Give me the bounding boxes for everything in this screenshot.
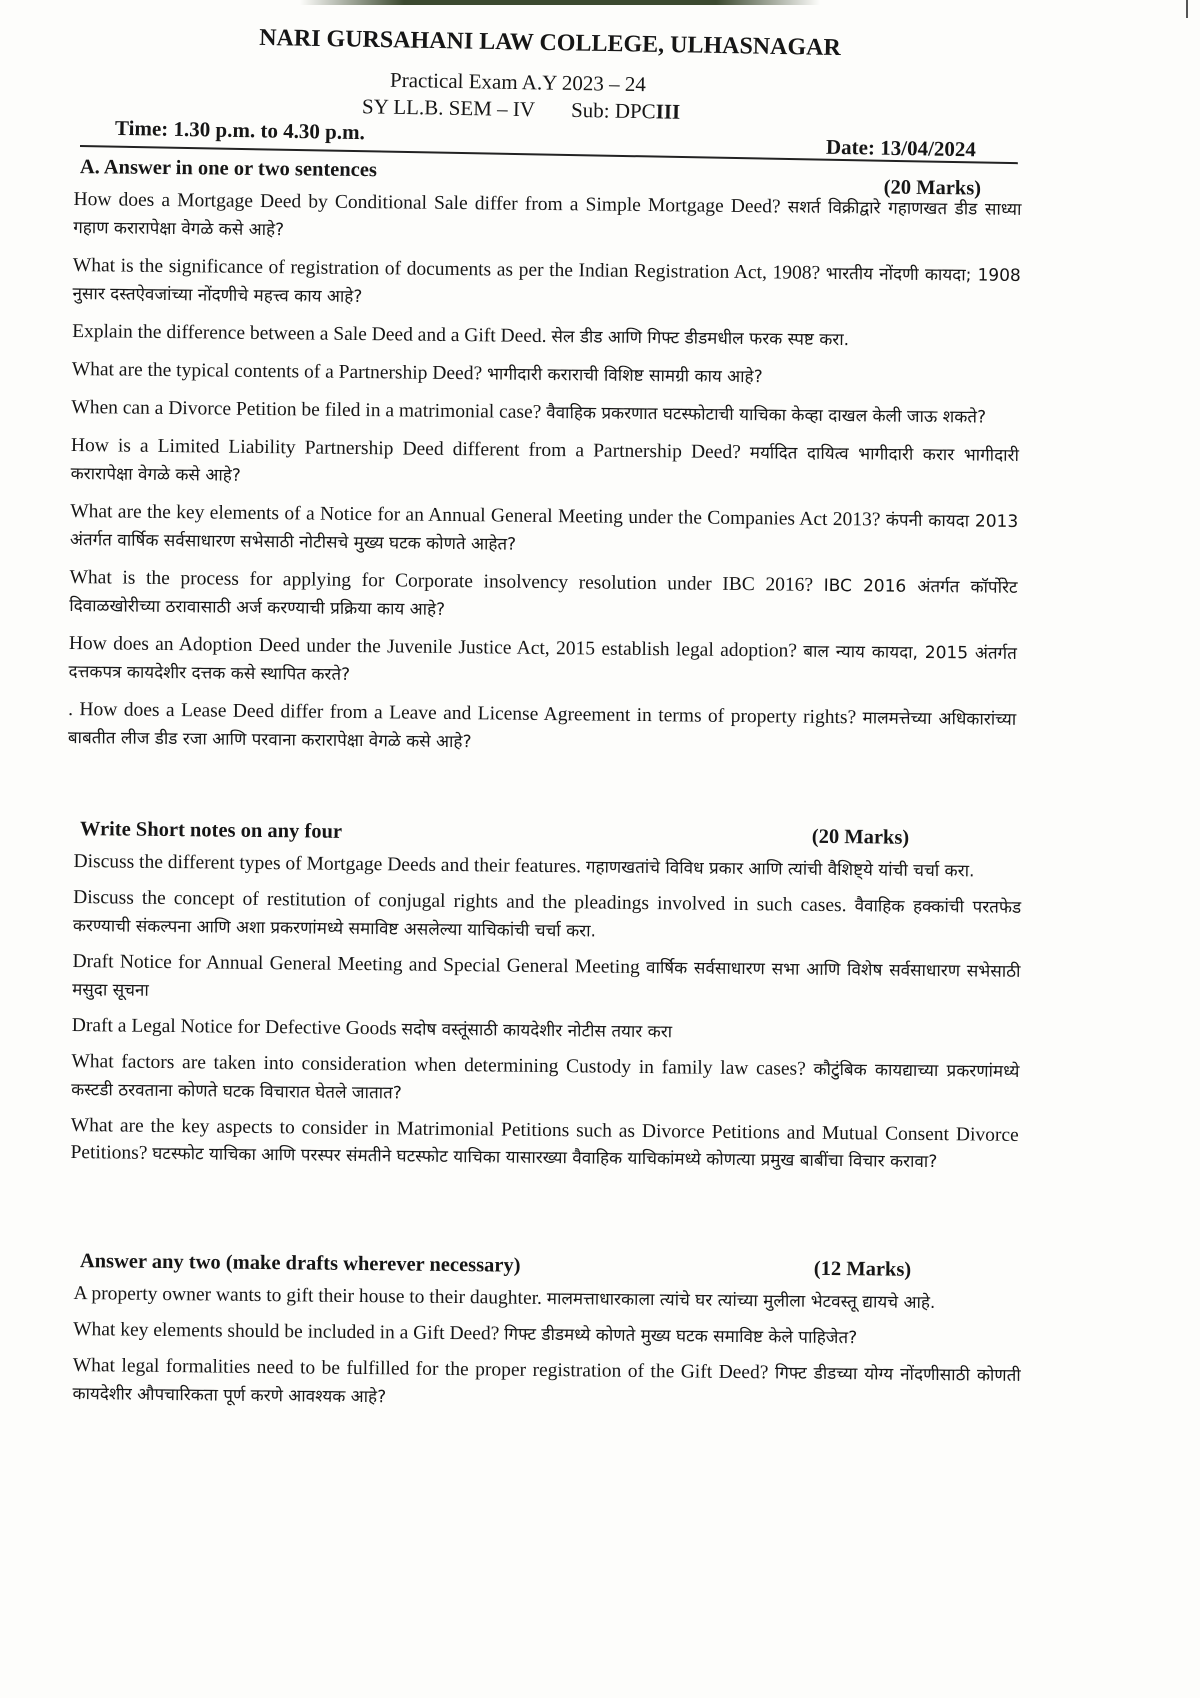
question-a2: What is the significance of registration of documents as per the Indian Registration Act, 1908? भारतीय नोंदणी कायदा; 1908 नुसार दस्तऐवजांच्या नोंदणीचे महत्त्व काय आहे? [72,255,1021,308]
question-a4: What are the typical contents of a Partnership Deed? भागीदारी कराराची विशिष्ट सामग्री काय आहे? [71,359,763,388]
question-a10: . How does a Lease Deed differ from a Leave and License Agreement in terms of property rights? मालमत्तेच्या अधिकारांच्या बाबतीत लीज डीड रजा आणि परवाना करारापेक्षा वेगळे कसे आहे? [67,698,1017,753]
section-a [66,156,1022,772]
question-a5: When can a Divorce Petition be filed in a matrimonial case? वैवाहिक प्रकरणात घटस्फोटाची याचिका केव्हा दाखल केली जाऊ शकते? [71,397,987,428]
question-a3: Explain the difference between a Sale Deed and a Gift Deed. सेल डीड आणि गिफ्ट डीडमधील फरक स्पष्ट करा. [72,321,850,351]
question-b5: What factors are taken into consideration when determining Custody in family law cases? कौटुंबिक कायद्याच्या प्रकरणांमध्ये कस्टडी ठरवताना कोणते घटक विचारात घेतले जातात? [71,1051,1020,1104]
question-c3: What legal formalities need to be fulfilled for the proper registration of the Gift Deed? गिफ्ट डीडच्या योग्य नोंदणीसाठी कोणती कायदेशीर औपचारिकता पूर्ण करणे आवश्यक आहे? [72,1355,1021,1408]
section-b-marks: (20 Marks) [811,825,910,849]
exam-date: Date: 13/04/2024 [825,134,977,162]
question-c2: What key elements should be included in a Gift Deed? गिफ्ट डीडमध्ये कोणते मुख्य घटक समाविष्ट केले पाहिजेत? [73,1319,858,1349]
college-name: NARI GURSAHANI LAW COLLEGE, ULHASNAGAR [258,24,842,62]
question-b2: Discuss the concept of restitution of conjugal rights and the pleadings involved in such cases. वैवाहिक हक्कांची परतफेड करण्याची संकल्पना आणि अशा प्रकरणांमध्ये समाविष्ट असलेल्या याचिकांची चर्चा करा. [72,887,1022,942]
section-a-marks: (20 Marks) [883,176,982,200]
question-a9: How does an Adoption Deed under the Juvenile Justice Act, 2015 establish legal adoption? बाल न्याय कायदा, 2015 अंतर्गत दत्तकपत्र कायदेशीर दत्तक कसे स्थापित करते? [68,632,1017,685]
subject-suffix: III [655,99,681,124]
exam-title: Practical Exam A.Y 2023 – 24 [389,67,647,97]
exam-time: Time: 1.30 p.m. to 4.30 p.m. [114,115,366,145]
question-a6: How is a Limited Liability Partnership Deed different from a Partnership Deed? मर्यादित दायित्व भागीदारी करार भागीदारी करारापेक्षा वेगळे कसे आहे? [70,435,1020,486]
question-a1: How does a Mortgage Deed by Conditional Sale differ from a Simple Mortgage Deed? सशर्त विक्रीद्वारे गहाणखत डीड साध्या गहाण करारापेक्षा वेगळे कसे आहे? [73,189,1022,241]
question-b3: Draft Notice for Annual General Meeting and Special General Meeting वार्षिक सर्वसाधारण सभा आणि विशेष सर्वसाधारण सभेसाठी मसुदा सूचना [72,951,1021,1001]
question-b4: Draft a Legal Notice for Defective Goods सदोष वस्तूंसाठी कायदेशीर नोटीस तयार करा [71,1015,673,1043]
section-b-title: Write Short notes on any four [79,818,343,843]
question-c1: A property owner wants to gift their house to their daughter. मालमत्ताधारकाला त्यांचे घर त्यांच्या मुलीला भेटवस्तू द्यायचे आहे. [73,1283,936,1314]
course: SY LL.B. SEM – IV [361,94,536,122]
section-a-title: A. Answer in one or two sentences [79,156,378,182]
subject: Sub: DPCIII [570,97,681,124]
question-a8: What is the process for applying for Corporate insolvency resolution under IBC 2016? IBC 2016 अंतर्गत कॉर्पोरेट दिवाळखोरीच्या ठरावासाठी अर्ज करण्याची प्रक्रिया काय आहे? [69,566,1018,620]
course-subject-line [362,94,681,125]
section-b [68,818,1022,1185]
question-b6: What are the key aspects to consider in Matrimonial Petitions such as Divorce Petitions and Mutual Consent Divorce Petitions? घटस्फोट याचिका आणि परस्पर संमतीने घटस्फोट याचिका यासारख्या वैवाहिक याचिकांमध्ये कोणत्या प्रमुख बाबींचा विचार करावा? [70,1115,1019,1173]
question-b1: Discuss the different types of Mortgage Deeds and their features. गहाणखतांचे विविध प्रकार आणि त्यांची वैशिष्ट्ये यांची चर्चा करा. [73,851,975,882]
question-a7: What are the key elements of a Notice for an Annual General Meeting under the Companies Act 2013? कंपनी कायदा 2013 अंतर्गत वार्षिक सर्वसाधारण सभेसाठी नोटीसचे मुख्य घटक कोणते आहेत? [69,501,1019,555]
section-c [70,1250,1022,1426]
section-c-marks: (12 Marks) [813,1257,912,1281]
section-c-title: Answer any two (make drafts wherever necessary) [79,1250,521,1277]
